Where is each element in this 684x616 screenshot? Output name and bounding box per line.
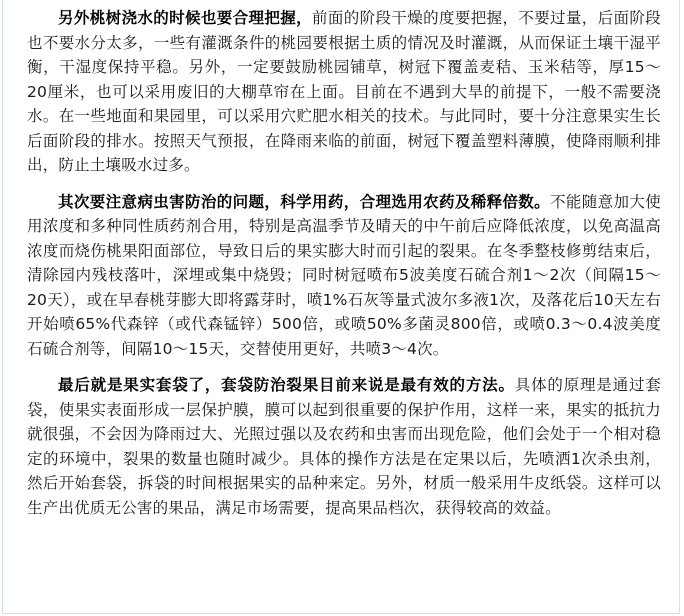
- paragraph-pest-control: [27, 190, 661, 362]
- article-body: [27, 6, 661, 532]
- paragraph-watering: [27, 6, 661, 178]
- article-frame: [2, 0, 680, 614]
- paragraph-text: 前面的阶段干燥的度要把握，不要过量，后面阶段也不要水分太多，一些有灌溉条件的桃园要根据土质的情况及时灌溉，从而保证土壤干湿平衡，干湿度保持平稳。另外，一定要鼓励桃园铺草，树冠下覆盖麦秸、玉米秸等，厚15～20厘米，也可以采用废旧的大棚草帘在上面。目前在不遇到大旱的前提下，一般不需要浇水。在一些地面和果园里，可以采用穴贮肥水相关的技术。与此同时，要十分注意果实生长后面阶段的排水。按照天气预报，在降雨来临的前面，树冠下覆盖塑料薄膜，使降雨顺利排出，防止土壤吸水过多。: [27, 9, 661, 174]
- paragraph-lead: 另外桃树浇水的时候也要合理把握，: [58, 9, 312, 27]
- paragraph-bagging: [27, 373, 661, 520]
- paragraph-lead: 最后就是果实套袋了，套袋防治裂果目前来说是最有效的方法。: [58, 376, 515, 394]
- paragraph-text: 具体的原理是通过套袋，使果实表面形成一层保护膜，膜可以起到很重要的保护作用，这样一来，果实的抵抗力就很强，不会因为降雨过大、光照过强以及农药和虫害而出现危险，他们会处于一个相对稳定的环境中，裂果的数量也随时减少。具体的操作方法是在定果以后，先喷洒1次杀虫剂，然后开始套袋，拆袋的时间根据果实的品种来定。另外，材质一般采用牛皮纸袋。这样可以生产出优质无公害的果品，满足市场需要，提高果品档次，获得较高的效益。: [27, 376, 661, 517]
- paragraph-lead: 其次要注意病虫害防治的问题，科学用药，合理选用农药及稀释倍数。: [58, 192, 551, 211]
- paragraph-text: 不能随意加大使用浓度和多种同性质药剂合用，特别是高温季节及晴天的中午前后应降低浓度，以免高温高浓度而烧伤桃果阳面部位，导致日后的果实膨大时而引起的裂果。在冬季整枝修剪结束后，清除园内残枝落叶，深埋或集中烧毁；同时树冠喷布5波美度石硫合剂1～2次（间隔15～20天），或在早春桃芽膨大即将露芽时，喷1%石灰等量式波尔多液1次，及落花后10天左右开始喷65%代森锌（或代森锰锌）500倍，或喷50%多菌灵800倍，或喷0.3～0.4波美度石硫合剂等，间隔10～15天，交替使用更好，共喷3～4次。: [27, 192, 661, 358]
